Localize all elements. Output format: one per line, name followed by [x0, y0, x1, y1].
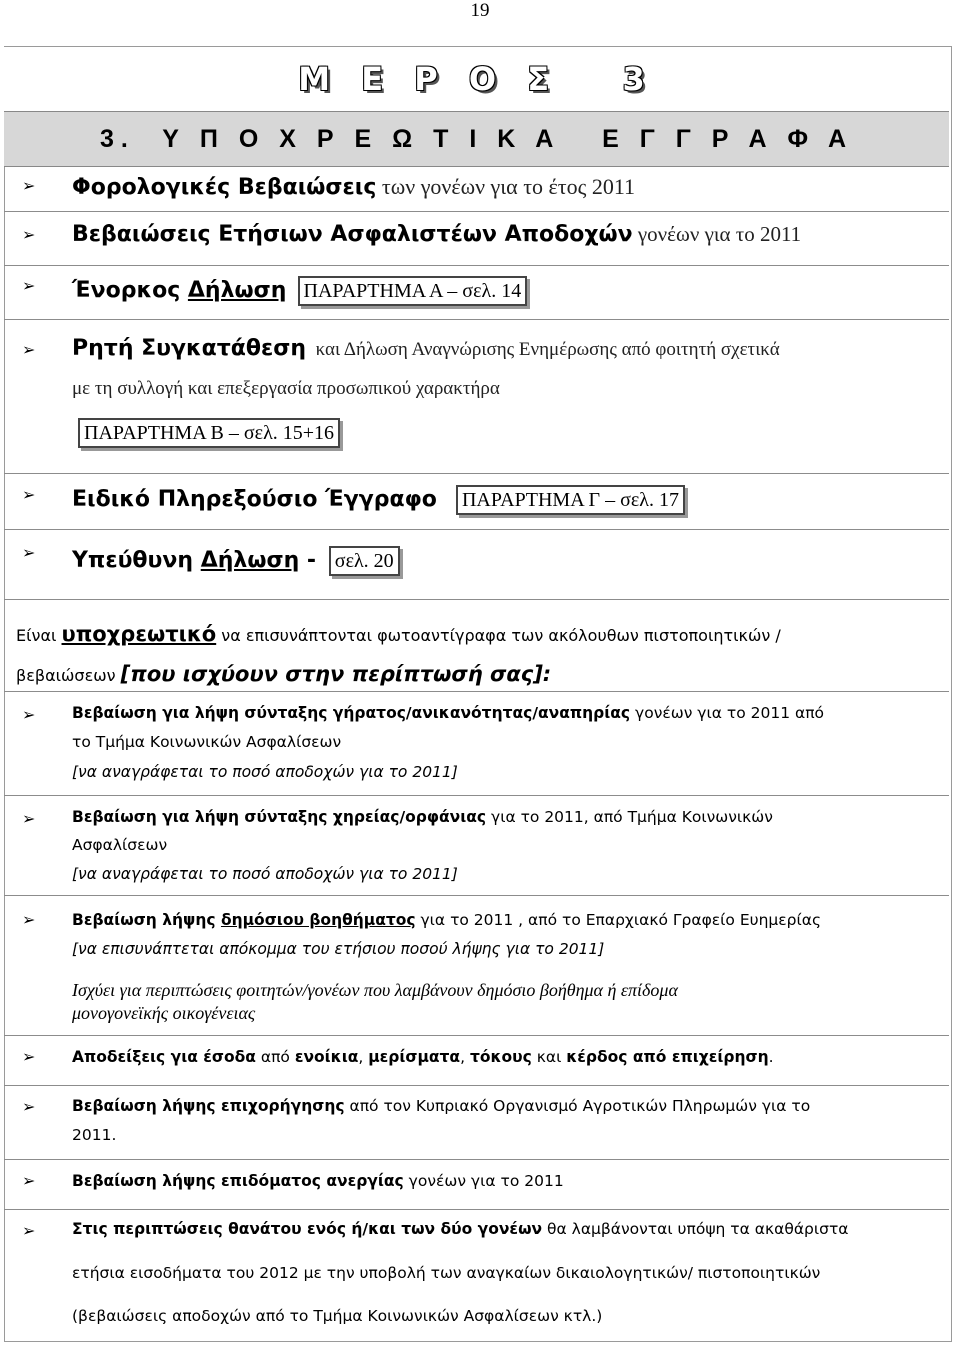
item-keyword: μερίσματα	[368, 1048, 461, 1066]
list-item	[4, 212, 949, 266]
item-note: [να αναγράφεται το ποσό αποδοχών για το 2011]	[72, 763, 458, 781]
item-text: Ασφαλίσεων	[72, 836, 168, 854]
item-text: από τον Κυπριακό Οργανισμό Αγροτικών Πληρωμών για το	[344, 1097, 811, 1115]
list-item	[4, 896, 949, 1036]
section-title: 3. Υ Π Ο Χ Ρ Ε Ω Τ Ι Κ Α Ε Γ Γ Ρ Α Φ Α	[4, 111, 949, 167]
list-item	[4, 1036, 949, 1086]
intro-emphasis: [που ισχύουν στην περίπτωσή σας]:	[120, 662, 552, 686]
item-title: Βεβαιώσεις Ετήσιων Ασφαλιστέων Αποδοχών	[72, 222, 633, 247]
arrowhead-bullet-icon: ➢	[22, 1221, 36, 1240]
part-title: Μ Ε Ρ Ο Σ 3	[298, 60, 655, 98]
item-title: Βεβαίωση λήψης	[72, 911, 221, 929]
item-title: Ρητή Συγκατάθεση	[72, 336, 307, 361]
page-number: 19	[470, 0, 490, 21]
item-keyword: κέρδος από επιχείρηση	[566, 1048, 769, 1066]
item-keyword: τόκους	[469, 1048, 532, 1066]
item-title-underlined: Δήλωση	[200, 548, 300, 573]
item-title: Ένορκος	[72, 278, 188, 303]
intro-emphasis: υποχρεωτικό	[61, 622, 217, 646]
arrowhead-bullet-icon: ➢	[22, 910, 36, 929]
item-title: Υπεύθυνη	[72, 548, 201, 573]
item-text: για το 2011, από Τμήμα Κοινωνικών	[486, 808, 773, 826]
list-item	[4, 692, 949, 796]
item-title: Αποδείξεις για έσοδα	[72, 1048, 256, 1066]
arrowhead-bullet-icon: ➢	[22, 809, 36, 828]
appendix-ref-box: ΠΑΡΑΡΤΗΜΑ Β – σελ. 15+16	[78, 418, 340, 448]
item-note: μονογονεϊκής οικογένειας	[72, 1003, 256, 1023]
item-text: (βεβαιώσεις αποδοχών από το Τμήμα Κοινωνικών Ασφαλίσεων κτλ.)	[72, 1307, 603, 1325]
list-item	[4, 1086, 949, 1160]
item-note: [να επισυνάπτεται απόκομμα του ετήσιου ποσού λήψης για το 2011]	[72, 940, 605, 958]
item-text: ,	[358, 1048, 369, 1066]
list-item	[4, 1210, 949, 1342]
list-item	[4, 166, 949, 212]
item-title: Στις περιπτώσεις θανάτου ενός ή/και των δύο γονέων	[72, 1220, 543, 1238]
list-item	[4, 796, 949, 896]
item-text: .	[768, 1048, 774, 1066]
item-text: ,	[460, 1048, 470, 1066]
intro-paragraph	[4, 600, 949, 692]
item-text: θα λαμβάνονται υπόψη τα ακαθάριστα	[542, 1220, 849, 1238]
item-title: Βεβαίωση για λήψη σύνταξης γήρατος/ανικανότητας/αναπηρίας	[72, 704, 631, 722]
appendix-ref-box: ΠΑΡΑΡΤΗΜΑ Γ – σελ. 17	[456, 485, 685, 515]
item-text: το Τμήμα Κοινωνικών Ασφαλίσεων	[72, 733, 342, 751]
list-item	[4, 474, 949, 530]
arrowhead-bullet-icon: ➢	[22, 225, 36, 244]
arrowhead-bullet-icon: ➢	[22, 340, 36, 359]
appendix-ref-box: ΠΑΡΑΡΤΗΜΑ Α – σελ. 14	[298, 276, 528, 306]
item-text: από	[255, 1048, 295, 1066]
intro-text: βεβαιώσεων	[16, 666, 121, 685]
arrowhead-bullet-icon: ➢	[22, 1171, 36, 1190]
item-title: Βεβαίωση λήψης επιδόματος ανεργίας	[72, 1172, 404, 1190]
list-item	[4, 320, 949, 474]
arrowhead-bullet-icon: ➢	[22, 705, 36, 724]
item-text: γονέων για το 2011	[403, 1172, 564, 1190]
arrowhead-bullet-icon: ➢	[22, 1097, 36, 1116]
item-text: και	[531, 1048, 567, 1066]
item-text: 2011.	[72, 1126, 117, 1144]
intro-text: να επισυνάπτονται φωτοαντίγραφα των ακόλουθων πιστοποιητικών /	[216, 626, 781, 645]
arrowhead-bullet-icon: ➢	[22, 1047, 36, 1066]
item-title: Βεβαίωση για λήψη σύνταξης χηρείας/ορφάνιας	[72, 808, 487, 826]
list-item	[4, 530, 949, 600]
item-text: ετήσια εισοδήματα του 2012 με την υποβολή των αναγκαίων δικαιολογητικών/ πιστοποιητικών	[72, 1264, 821, 1282]
arrowhead-bullet-icon: ➢	[22, 176, 36, 195]
item-title: Ειδικό Πληρεξούσιο Έγγραφο	[72, 487, 437, 512]
list-item	[4, 1160, 949, 1210]
item-note: [να αναγράφεται το ποσό αποδοχών για το 2011]	[72, 865, 458, 883]
item-text: γονέων για το 2011	[632, 222, 802, 246]
list-item	[4, 266, 949, 320]
item-title: Φορολογικές Βεβαιώσεις	[72, 175, 377, 200]
appendix-ref-box: σελ. 20	[329, 546, 400, 576]
part-heading	[4, 47, 949, 111]
item-text: για το 2011 , από το Επαρχιακό Γραφείο Ευημερίας	[415, 911, 822, 929]
arrowhead-bullet-icon: ➢	[22, 543, 36, 562]
arrowhead-bullet-icon: ➢	[22, 276, 36, 295]
item-text: και Δήλωση Αναγνώρισης Ενημέρωσης από φοιτητή σχετικά	[306, 339, 780, 360]
item-title-underlined: δημόσιου βοηθήματος	[220, 911, 416, 929]
dash: -	[299, 548, 324, 573]
item-text: γονέων για το 2011 από	[630, 704, 825, 722]
item-title-underlined: Δήλωση	[187, 278, 287, 303]
item-title: Βεβαίωση λήψης επιχορήγησης	[72, 1097, 345, 1115]
item-text: των γονέων για το έτος 2011	[376, 174, 636, 199]
item-text: με τη συλλογή και επεξεργασία προσωπικού χαρακτήρα	[72, 378, 500, 399]
item-keyword: ενοίκια	[294, 1048, 359, 1066]
arrowhead-bullet-icon: ➢	[22, 485, 36, 504]
item-note: Ισχύει για περιπτώσεις φοιτητών/γονέων που λαμβάνουν δημόσιο βοήθημα ή επίδομα	[72, 980, 678, 1000]
intro-text: Είναι	[16, 626, 62, 645]
